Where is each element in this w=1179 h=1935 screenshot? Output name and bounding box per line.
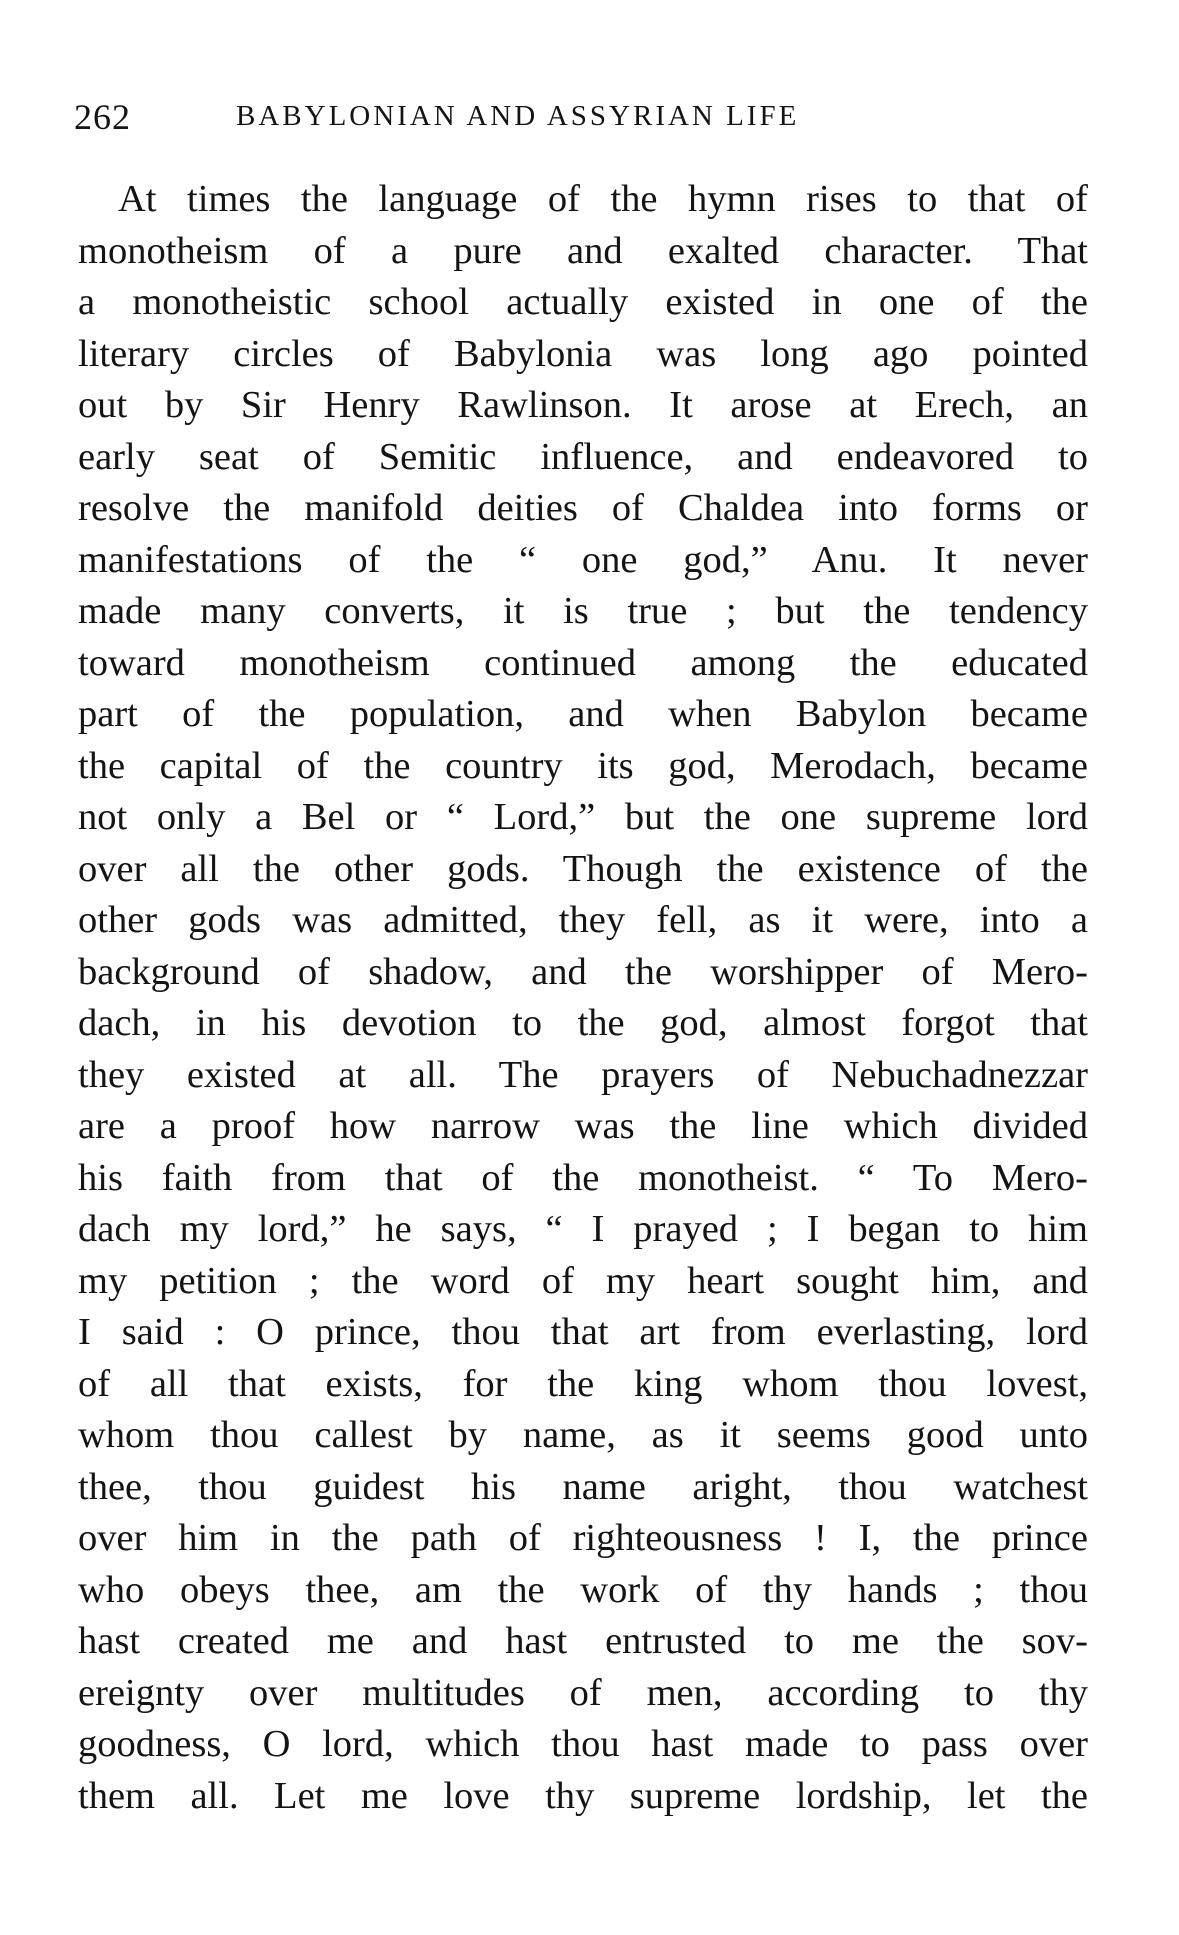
- text-line: a monotheistic school actually existed in one of the: [78, 281, 1088, 323]
- text-line: not only a Bel or “ Lord,” but the one supreme lord: [78, 796, 1088, 838]
- text-line: goodness, O lord, which thou hast made to pass over: [78, 1723, 1088, 1765]
- text-line: toward monotheism continued among the educated: [78, 641, 1088, 684]
- text-line: them all. Let me love thy supreme lordship, let the: [78, 1774, 1088, 1817]
- text-line: they existed at all. The prayers of Nebuchadnezzar: [78, 1053, 1088, 1096]
- page-number: 262: [74, 97, 131, 137]
- text-line: other gods was admitted, they fell, as it were, into a: [78, 899, 1088, 941]
- text-line: dach, in his devotion to the god, almost forgot that: [78, 1002, 1088, 1044]
- text-line: literary circles of Babylonia was long ago pointed: [78, 332, 1088, 375]
- text-line: ereignty over multitudes of men, according to thy: [78, 1671, 1088, 1714]
- text-line: early seat of Semitic influence, and endeavored to: [78, 435, 1088, 478]
- body-paragraph: [78, 174, 1088, 1822]
- text-line: part of the population, and when Babylon became: [78, 693, 1088, 735]
- text-line: over him in the path of righteousness ! I, the prince: [78, 1517, 1088, 1559]
- text-line: monotheism of a pure and exalted character. That: [78, 229, 1088, 272]
- text-line: manifestations of the “ one god,” Anu. It never: [78, 538, 1088, 581]
- text-line: who obeys thee, am the work of thy hands ; thou: [78, 1568, 1088, 1611]
- text-line: made many converts, it is true ; but the tendency: [78, 590, 1088, 632]
- text-line: his faith from that of the monotheist. “ To Mero-: [78, 1156, 1088, 1199]
- text-line: resolve the manifold deities of Chaldea into forms or: [78, 487, 1088, 529]
- page-header: [74, 96, 1094, 148]
- text-line: my petition ; the word of my heart sought him, and: [78, 1259, 1088, 1302]
- text-line: thee, thou guidest his name aright, thou watchest: [78, 1465, 1088, 1508]
- text-line: the capital of the country its god, Merodach, became: [78, 744, 1088, 787]
- text-line: dach my lord,” he says, “ I prayed ; I began to him: [78, 1208, 1088, 1250]
- text-line: I said : O prince, thou that art from everlasting, lord: [78, 1311, 1088, 1353]
- text-line: out by Sir Henry Rawlinson. It arose at Erech, an: [78, 384, 1088, 426]
- running-head: BABYLONIAN AND ASSYRIAN LIFE: [236, 100, 800, 132]
- text-line: hast created me and hast entrusted to me the sov-: [78, 1620, 1088, 1662]
- text-line: At times the language of the hymn rises to that of: [118, 178, 1088, 220]
- text-line: are a proof how narrow was the line which divided: [78, 1105, 1088, 1147]
- text-line: whom thou callest by name, as it seems good unto: [78, 1414, 1088, 1456]
- text-line: of all that exists, for the king whom thou lovest,: [78, 1362, 1088, 1405]
- text-line: background of shadow, and the worshipper of Mero-: [78, 950, 1088, 993]
- text-line: over all the other gods. Though the existence of the: [78, 847, 1088, 890]
